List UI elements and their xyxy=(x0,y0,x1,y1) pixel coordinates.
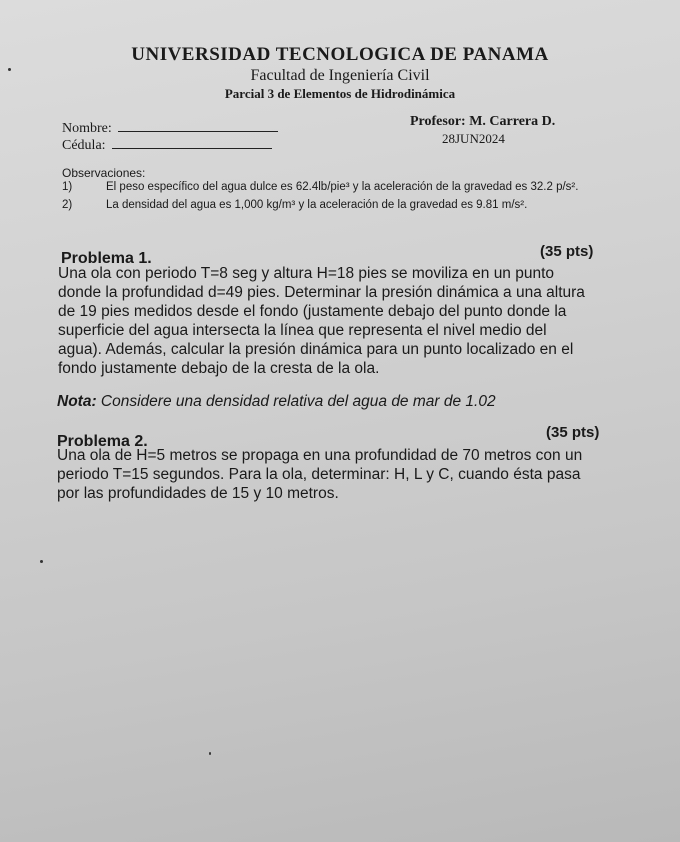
observacion-number: 1) xyxy=(62,181,73,193)
cedula-label: Cédula: xyxy=(62,138,106,153)
problema1-line: fondo justamente debajo de la cresta de la ola. xyxy=(58,360,380,377)
exam-date: 28JUN2024 xyxy=(442,131,505,146)
problema1-line: donde la profundidad d=49 pies. Determinar la presión dinámica a una altura xyxy=(58,284,585,301)
nombre-blank-line xyxy=(118,130,278,132)
nombre-field xyxy=(62,121,278,137)
problema1-points: (35 pts) xyxy=(540,243,594,260)
problema2-title: Problema 2. xyxy=(57,433,148,450)
paper-speck xyxy=(209,752,211,755)
paper-speck xyxy=(8,68,11,71)
problema1-line: Una ola con periodo T=8 seg y altura H=18 pies se moviliza en un punto xyxy=(58,265,555,282)
problema1-body xyxy=(58,264,585,378)
problema1-title: Problema 1. xyxy=(61,250,152,267)
nota xyxy=(57,393,496,411)
paper-speck xyxy=(40,560,43,563)
problema1-line: de 19 pies medidos desde el fondo (justamente debajo del punto donde la xyxy=(58,303,567,320)
nota-label: Nota: xyxy=(57,393,97,410)
observacion-text: El peso específico del agua dulce es 62.4lb/pie³ y la aceleración de la gravedad es 32.2 p/s². xyxy=(106,181,579,193)
problema2-line: periodo T=15 segundos. Para la ola, determinar: H, L y C, cuando ésta pasa xyxy=(57,466,581,483)
observacion-item xyxy=(62,199,527,211)
faculty-name: Facultad de Ingeniería Civil xyxy=(250,67,430,84)
problema2-body xyxy=(57,446,582,503)
exam-title: Parcial 3 de Elementos de Hidrodinámica xyxy=(224,86,456,101)
problema2-line: por las profundidades de 15 y 10 metros. xyxy=(57,485,339,502)
problema1-line: superficie del agua intersecta la línea que representa el nivel medio del xyxy=(58,322,547,339)
observacion-text: La densidad del agua es 1,000 kg/m³ y la aceleración de la gravedad es 9.81 m/s². xyxy=(106,199,528,211)
university-title: UNIVERSIDAD TECNOLOGICA DE PANAMA xyxy=(131,44,549,65)
nota-text: Considere una densidad relativa del agua de mar de 1.02 xyxy=(96,393,496,410)
nombre-label: Nombre: xyxy=(62,121,112,136)
problema1-line: agua). Además, calcular la presión dinámica para un punto localizado en el xyxy=(58,341,574,358)
observaciones-title: Observaciones: xyxy=(62,166,146,180)
cedula-blank-line xyxy=(112,147,272,149)
problema2-line: Una ola de H=5 metros se propaga en una profundidad de 70 metros con un xyxy=(57,447,583,464)
cedula-field xyxy=(62,138,272,154)
problema2-points: (35 pts) xyxy=(546,424,600,441)
observacion-number: 2) xyxy=(62,199,73,211)
professor-name: Profesor: M. Carrera D. xyxy=(410,114,556,129)
observacion-item xyxy=(62,181,578,193)
